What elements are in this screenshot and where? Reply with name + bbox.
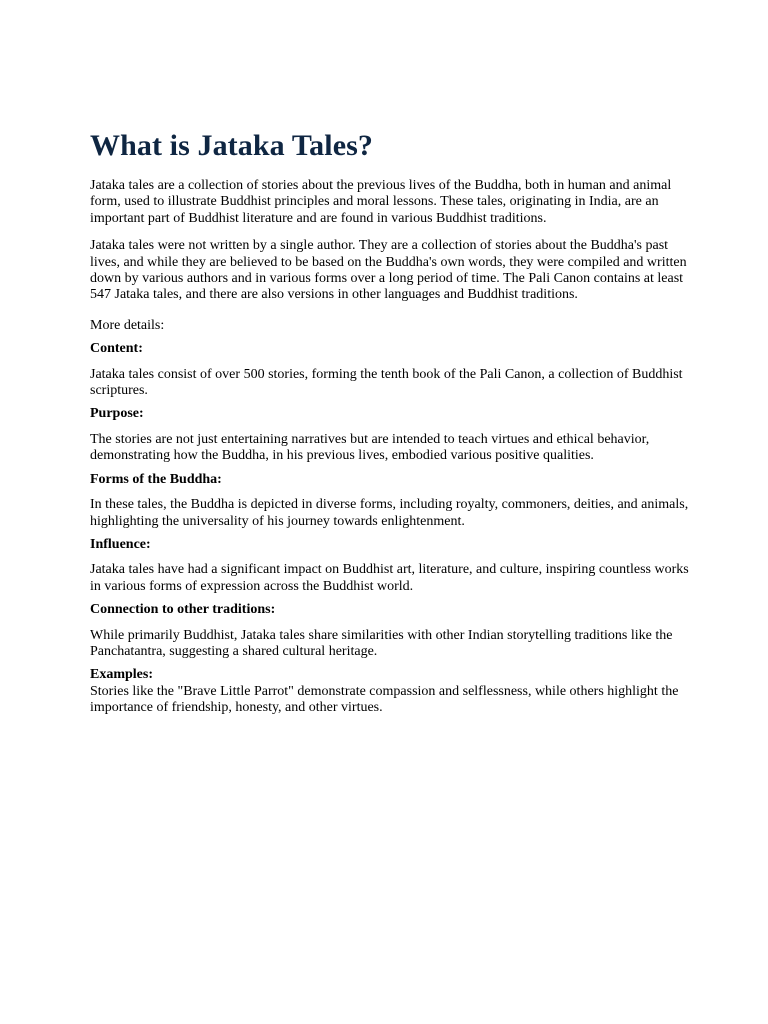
intro-paragraph-2: Jataka tales were not written by a single author. They are a collection of stories about the Buddha's past lives, and while they are believed to be based on the Buddha's own words, they were compiled and written down by various authors and in various forms over a long period of time. The Pali Canon contains at least 547 Jataka tales, and there are also versions in other languages and Buddhist traditions. — [90, 238, 687, 303]
section-heading-influence: Influence: — [90, 536, 151, 552]
section-heading-forms: Forms of the Buddha: — [90, 471, 222, 487]
section-heading-content: Content: — [90, 341, 143, 357]
section-text-examples: Stories like the "Brave Little Parrot" demonstrate compassion and selflessness, while others highlight the importance of friendship, honesty, and other virtues. — [90, 683, 679, 716]
section-text-connection: While primarily Buddhist, Jataka tales share similarities with other Indian storytelling traditions like the Panchatantra, suggesting a shared cultural heritage. — [90, 627, 673, 659]
page-title: What is Jataka Tales? — [90, 129, 373, 162]
section-heading-purpose: Purpose: — [90, 406, 144, 422]
section-text-content: Jataka tales consist of over 500 stories, forming the tenth book of the Pali Canon, a collection of Buddhist scriptures. — [90, 366, 683, 399]
section-text-purpose: The stories are not just entertaining narratives but are intended to teach virtues and ethical behavior, demonstrating how the Buddha, in his previous lives, embodied various positive qualities. — [90, 431, 650, 464]
section-heading-examples: Examples: — [90, 667, 153, 683]
intro-paragraph-1: Jataka tales are a collection of stories about the previous lives of the Buddha, both in human and animal form, used to illustrate Buddhist principles and moral lessons. These tales, originating in India, are an important part of Buddhist literature and are found in various Buddhist traditions. — [90, 178, 672, 226]
more-details-label: More details: — [90, 317, 165, 333]
section-text-influence: Jataka tales have had a significant impact on Buddhist art, literature, and culture, inspiring countless works in various forms of expression across the Buddhist world. — [90, 562, 689, 594]
section-text-forms: In these tales, the Buddha is depicted in diverse forms, including royalty, commoners, deities, and animals, highlighting the universality of his journey towards enlightenment. — [90, 497, 689, 529]
document-page — [90, 128, 690, 717]
section-heading-connection: Connection to other traditions: — [90, 602, 276, 618]
